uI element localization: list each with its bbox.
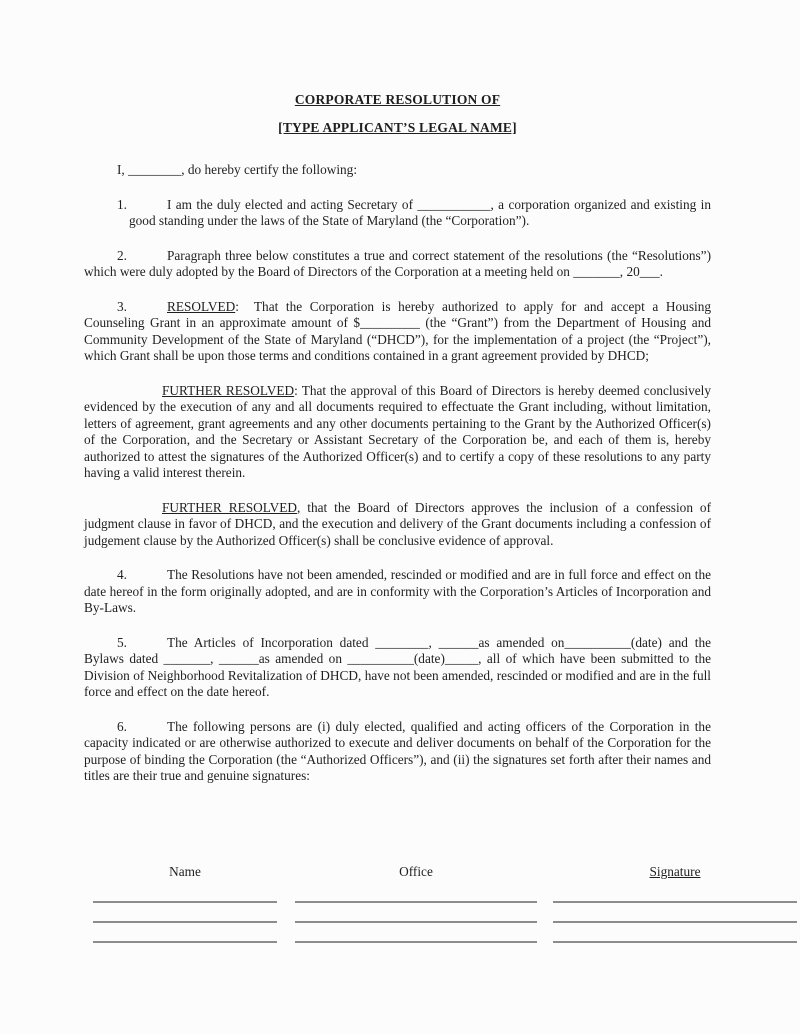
column-header-name: Name — [169, 864, 201, 879]
paragraph-text: That the approval of this Board of Directors is hereby deemed conclusively evidenced by the execution of any and all documents required to effectuate the Grant including, without limitation, letters of agreement, grant agreements and any other documents pertaining to the Grant by the Authorized Officer(s) of the Corporation, and the Secretary or Assistant Secretary of the Corporation be, and each of them is, hereby authorized to attest the signatures of the Authorized Officer(s) and to certify a copy of these resolutions to any party having a valid interest therein. — [84, 382, 712, 480]
signature-signature-line — [553, 903, 797, 923]
paragraph-text: that the Board of Directors approves the inclusion of a confession of judgment clause in favor of DHCD, and the execution and delivery of the Grant documents including a confession of judgement clause by the Authorized Officer(s) shall be conclusive evidence of approval. — [84, 499, 712, 548]
signature-row — [93, 923, 797, 943]
keyword-separator: : — [294, 382, 302, 398]
further-resolved-paragraph-2 — [84, 500, 711, 550]
signature-row — [93, 903, 797, 923]
paragraph-number: 1. — [117, 196, 127, 212]
keyword-separator: : — [235, 298, 254, 314]
resolved-keyword: RESOLVED — [166, 298, 236, 314]
paragraph-5 — [84, 635, 711, 701]
paragraph-text: The Articles of Incorporation dated ________, ______as amended on__________(date) and the Bylaws dated _______, ______as amended on __________(date)_____, all of which have been submitted to the Division of Neighborhood Revitalization of DHCD, have not been amended, rescinded or modified and are in the full force and effect on the date hereof. — [84, 634, 711, 699]
paragraph-6 — [84, 719, 711, 785]
paragraph-text: I am the duly elected and acting Secretary of ___________, a corporation organized and existing in good standing under the laws of the State of Maryland (the “Corporation”). — [129, 196, 711, 228]
document-body — [84, 162, 711, 785]
paragraph-number: 5. — [117, 634, 127, 650]
paragraph-1 — [84, 197, 711, 230]
signature-blank-rows — [93, 883, 797, 943]
signature-signature-line — [553, 883, 797, 903]
office-signature-line — [295, 883, 537, 903]
paragraph-number: 2. — [117, 247, 127, 263]
further-resolved-keyword: FURTHER RESOLVED — [162, 499, 297, 515]
signature-table — [93, 864, 797, 943]
name-signature-line — [93, 923, 277, 943]
title-line-2: [TYPE APPLICANT’S LEGAL NAME] — [278, 120, 517, 135]
paragraph-text: That the Corporation is hereby authorized to apply for and accept a Housing Counseling Grant in an approximate amount of $_________ (the “Grant”) from the Department of Housing and Community Development of the State of Maryland (“DHCD”), for the implementation of a project (the “Project”), which Grant shall be upon those terms and conditions contained in a grant agreement provided by DHCD; — [84, 298, 711, 363]
paragraph-2 — [84, 248, 711, 281]
document-title — [84, 92, 711, 136]
paragraph-text: The following persons are (i) duly elected, qualified and acting officers of the Corporation in the capacity indicated or are otherwise authorized to execute and deliver documents on behalf of the Corporation for the purpose of binding the Corporation (the “Authorized Officers”), and (ii) the signatures set forth after their names and titles are their true and genuine signatures: — [84, 718, 711, 783]
paragraph-4 — [84, 567, 711, 617]
paragraph-number: 4. — [117, 567, 127, 582]
certify-intro: I, ________, do hereby certify the following: — [117, 162, 358, 177]
paragraph-number: 3. — [117, 298, 127, 314]
paragraph-text: The Resolutions have not been amended, rescinded or modified and are in full force and effect on the date hereof in the form originally adopted, and are in conformity with the Corporation’s Articles of Incorporation and By-Laws. — [84, 567, 711, 615]
document-content — [84, 0, 711, 785]
signature-row — [93, 883, 797, 903]
further-resolved-keyword: FURTHER RESOLVED — [162, 382, 295, 398]
office-signature-line — [295, 903, 537, 923]
paragraph-text: Paragraph three below constitutes a true and correct statement of the resolutions (the “Resolutions”) which were duly adopted by the Board of Directors of the Corporation at a meeting held on _______, 20___. — [84, 247, 711, 279]
paragraph-number: 6. — [117, 718, 127, 734]
name-signature-line — [93, 903, 277, 923]
paragraph-3-resolved — [84, 299, 711, 365]
keyword-separator: , — [296, 499, 308, 515]
column-header-signature: Signature — [649, 864, 701, 879]
office-signature-line — [295, 923, 537, 943]
title-line-1: CORPORATE RESOLUTION OF — [294, 92, 501, 107]
further-resolved-paragraph-1 — [84, 383, 711, 482]
signature-signature-line — [553, 923, 797, 943]
name-signature-line — [93, 883, 277, 903]
column-header-office: Office — [399, 864, 433, 879]
signature-table-headers — [93, 864, 797, 881]
